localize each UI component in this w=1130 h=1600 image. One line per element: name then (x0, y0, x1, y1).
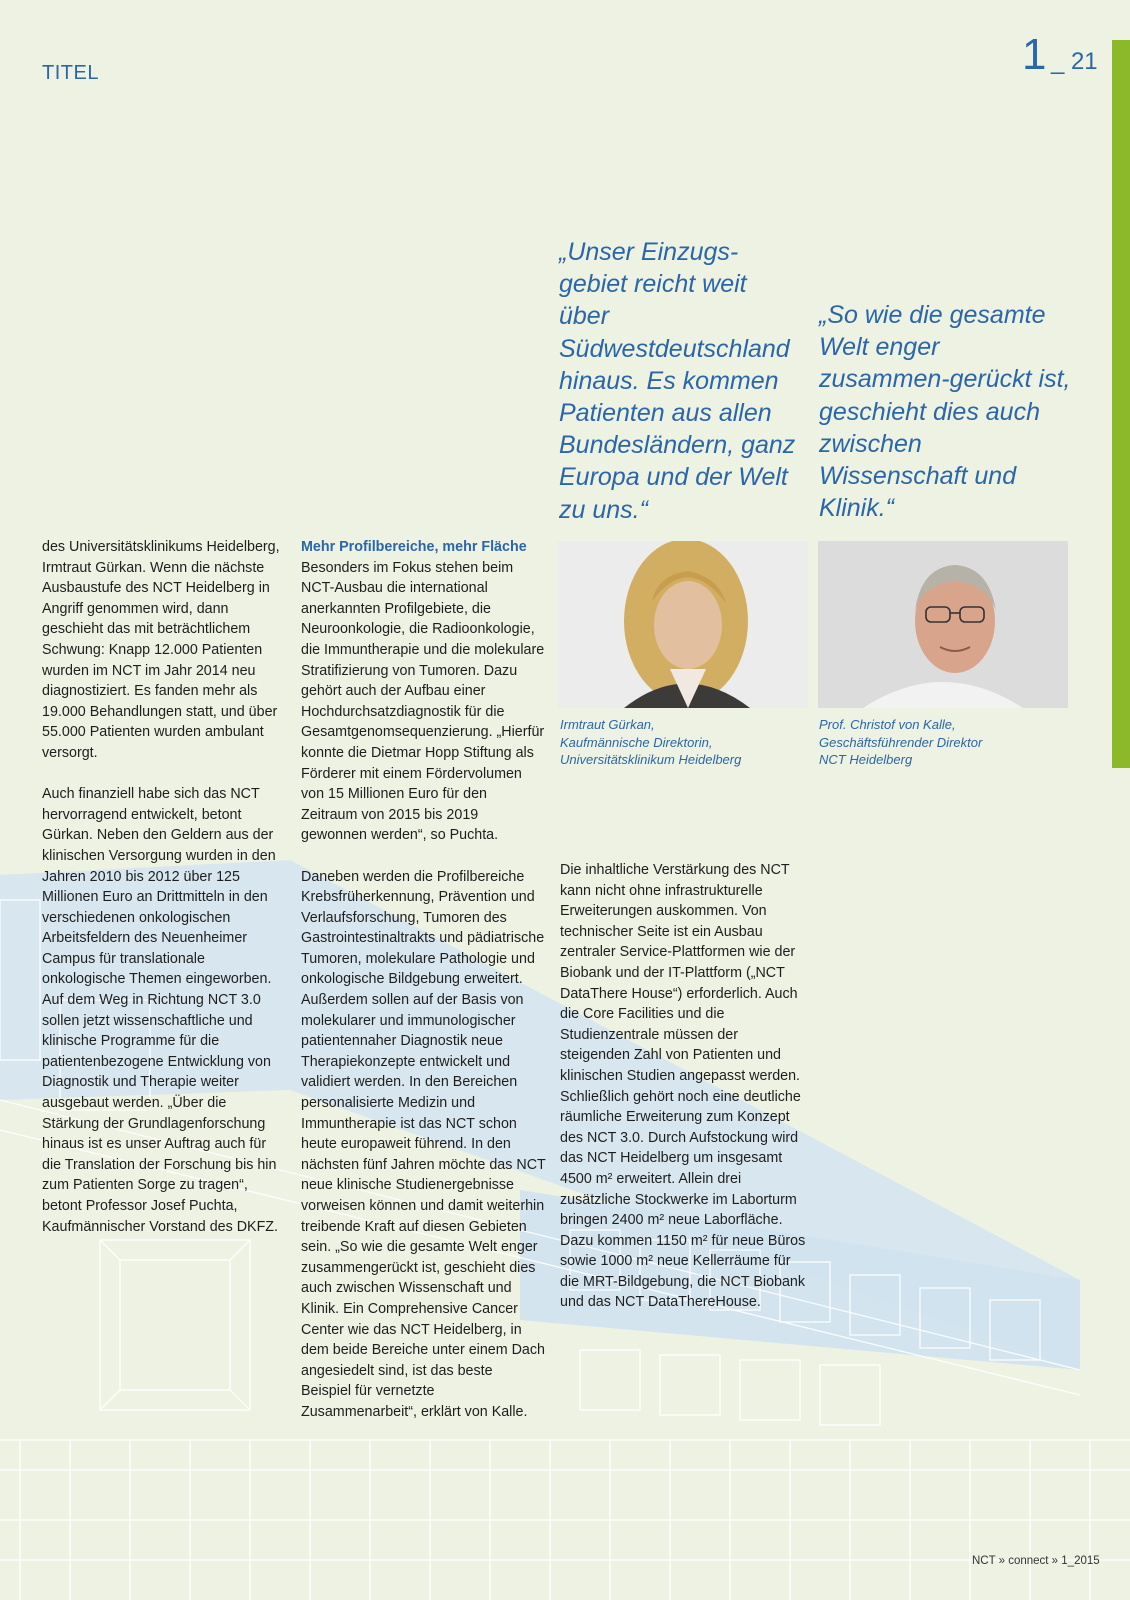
photo-caption-guerkan (560, 716, 810, 769)
caption-line: Prof. Christof von Kalle, (819, 717, 956, 732)
footer-issue: NCT » connect » 1_2015 (972, 1555, 1100, 1567)
page-number-sub: _ 21 (1050, 48, 1098, 75)
photo-caption-von-kalle (819, 716, 1069, 769)
pull-quote-1: „Unser Einzugs-gebiet reicht weit über Südwestdeutschland hinaus. Es kommen Patienten aus allen Bundesländern, ganz Europa und der Welt zu uns.“ (559, 238, 796, 524)
paragraph: Besonders im Fokus stehen beim NCT-Ausbau die international anerkannten Profilgebiete, die Neuroonkologie, die Radioonkologie, die Immuntherapie und die molekulare Stratifizierung von Tumoren. Dazu gehört auch der Aufbau einer Hochdurchsatzdiagnostik für die Gesamtgenomsequenzierung. „Hierfür konnte die Dietmar Hopp Stiftung als Förderer mit einem Fördervolumen von 15 Millionen Euro für den Zeitraum von 2015 bis 2019 gewonnen werden“, so Puchta. (301, 559, 545, 844)
paragraph: Daneben werden die Profilbereiche Krebsfrüherkennung, Prävention und Verlaufsforschung, Tumoren des Gastrointestinaltrakts und pädiatrische Tumoren, molekulare Pathologie und onkologische Bildgebung erweitert. Außerdem sollen auf der Basis von molekularer und immunologischer patientennaher Diagnostik neue Therapiekonzepte entwickelt und validiert werden. In den Bereichen personalisierte Medizin und Immuntherapie ist das NCT schon heute europaweit führend. In den nächsten fünf Jahren möchte das NCT neue klinische Studienergebnisse vorweisen können und damit weiterhin treibende Kraft auf diesen Gebieten sein. „So wie die gesamte Welt enger zusammengerückt ist, geschieht dies auch zwischen Wissenschaft und Klinik. Ein Comprehensive Cancer Center wie das NCT Heidelberg, in dem beide Bereiche unter einem Dach angesiedelt sind, ist das beste Beispiel für vernetzte Zusammenarbeit“, erklärt von Kalle. (301, 868, 546, 1420)
section-label: TITEL (42, 62, 99, 84)
text-column-1 (42, 537, 287, 1258)
portrait-photo-von-kalle (818, 541, 1068, 708)
page-number (1022, 30, 1098, 80)
paragraph: des Universitätsklinikums Heidelberg, Irmtraut Gürkan. Wenn die nächste Ausbaustufe des NCT Heidelberg in Angriff genommen wird, dann geschieht das mit beträchtlichem Schwung: Knapp 12.000 Patienten wurden im NCT im Jahr 2014 neu diagnostiziert. Es fanden mehr als 19.000 Behandlungen statt, und über 55.000 Patienten wurden ambulant versorgt. (42, 539, 280, 761)
page-number-main: 1 (1022, 30, 1047, 79)
paragraph: Auch finanziell habe sich das NCT hervorragend entwickelt, betont Gürkan. Neben den Geldern aus der klinischen Versorgung wurden in den Jahren 2010 bis 2012 über 125 Millionen Euro an Drittmitteln in den verschiedenen onkologischen Arbeitsfeldern des Neuenheimer Campus für translationale onkologische Themen eingeworben. Auf dem Weg in Richtung NCT 3.0 sollen jetzt wissenschaftliche und klinische Programme für die patientenbezogene Entwicklung von Diagnostik und Therapie weiter ausgebaut werden. „Über die Stärkung der Grundlagenforschung hinaus ist es unser Auftrag auch für die Translation der Forschung bis hin zum Patienten Sorge zu tragen“, betont Professor Josef Puchta, Kaufmännischer Vorstand des DKFZ. (42, 786, 279, 1235)
paragraph: Die inhaltliche Verstärkung des NCT kann nicht ohne infrastrukturelle Erweiterungen auskommen. Von technischer Seite ist ein Ausbau zentraler Service-Plattformen wie der Biobank und der IT-Plattform („NCT DataThere House“) erforderlich. Auch die Core Facilities und die Studienzentrale müssen der steigenden Zahl von Patienten und klinischen Studien angepasst werden. Schließlich gehört noch eine deutliche räumliche Erweiterung zum Konzept des NCT 3.0. Durch Aufstockung wird das NCT Heidelberg um insgesamt 4500 m² erweitert. Allein drei zusätzliche Stockwerke im Laborturm bringen 2400 m² neue Laborfläche. Dazu kommen 1150 m² für neue Büros sowie 1000 m² neue Kellerräume für die MRT-Bildgebung, die NCT Biobank und das NCT DataThereHouse. (560, 862, 806, 1311)
caption-line: Irmtraut Gürkan, (560, 717, 655, 732)
caption-line: Geschäftsführender Direktor (819, 734, 983, 750)
subheading: Mehr Profilbereiche, mehr Fläche (301, 539, 527, 555)
pull-quote-2: „So wie die gesamte Welt enger zusammen-gerückt ist, geschieht dies auch zwischen Wissenschaft und Klinik.“ (819, 301, 1071, 523)
side-accent-bar (1112, 40, 1130, 768)
portrait-photo-guerkan (558, 541, 808, 708)
text-column-2 (301, 537, 546, 1443)
text-column-3 (560, 860, 808, 1334)
caption-line: NCT Heidelberg (819, 752, 913, 767)
caption-line: Universitätsklinikum Heidelberg (560, 752, 742, 767)
caption-line: Kaufmännische Direktorin, (560, 734, 713, 750)
